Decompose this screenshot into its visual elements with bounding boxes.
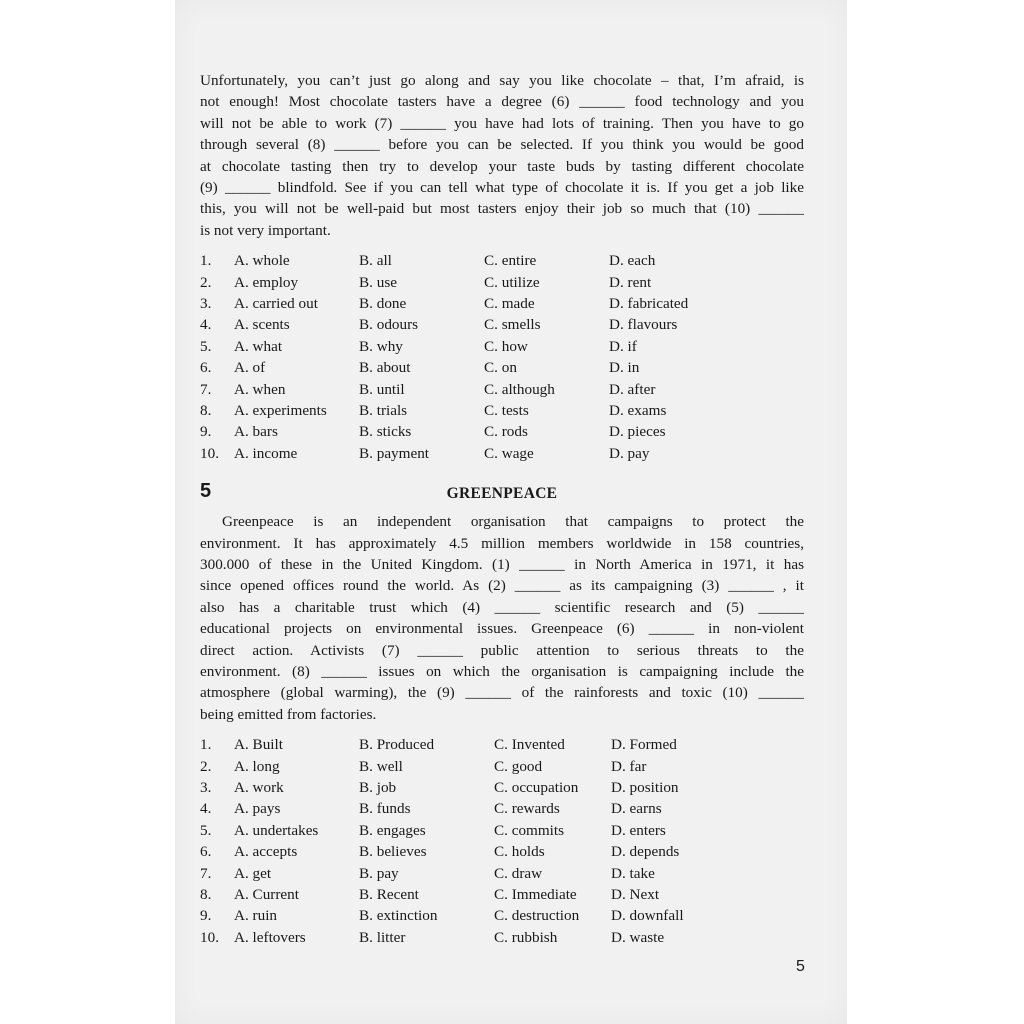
question-number: 7. (200, 380, 212, 398)
option-d: D. Next (611, 885, 660, 903)
option-c: C. rewards (494, 800, 560, 818)
option-row (200, 250, 804, 271)
question-number: 3. (200, 779, 212, 796)
option-a: A. Current (234, 885, 299, 903)
option-b: B. extinction (359, 907, 438, 925)
option-d: D. take (611, 864, 655, 882)
option-a: A. experiments (234, 401, 327, 419)
option-a: A. bars (234, 423, 278, 441)
option-a: A. employ (234, 273, 299, 291)
passage-line: atmosphere (global warming), the (9) ______ of the rainforests and toxic (10) ______ (200, 684, 804, 702)
option-c: C. occupation (494, 779, 579, 796)
option-d: D. after (609, 380, 656, 398)
option-c: C. wage (484, 444, 534, 462)
option-row (200, 756, 804, 777)
option-c: C. Invented (494, 736, 565, 754)
question-number: 2. (200, 273, 212, 291)
passage-line: 300.000 of these in the United Kingdom. (1) ______ in North America in 1971, it has (200, 555, 804, 573)
option-b: B. done (359, 295, 407, 313)
option-c: C. draw (494, 864, 543, 882)
option-d: D. Formed (611, 736, 677, 754)
question-number: 9. (200, 907, 212, 925)
option-row (200, 400, 804, 421)
chocolate-passage (200, 70, 804, 241)
option-b: B. why (359, 337, 403, 355)
option-b: B. until (359, 380, 405, 398)
passage-line: environment. (8) ______ issues on which the organisation is campaigning include the (200, 663, 804, 680)
option-b: B. funds (359, 800, 411, 818)
option-row (200, 443, 804, 464)
option-b: B. payment (359, 444, 430, 462)
option-d: D. earns (611, 800, 662, 818)
question-number: 5. (200, 337, 212, 355)
option-a: A. ruin (234, 907, 278, 925)
option-d: D. pieces (609, 423, 666, 441)
greenpeace-options (200, 734, 804, 948)
option-d: D. position (611, 779, 679, 796)
passage-line: (9) ______ blindfold. See if you can tell what type of chocolate it is. If you get a job like (200, 179, 804, 197)
option-row (200, 798, 804, 819)
option-b: B. Produced (359, 736, 435, 754)
option-c: C. entire (484, 252, 537, 270)
option-a: A. long (234, 757, 280, 775)
option-d: D. if (609, 337, 637, 355)
question-number: 6. (200, 843, 212, 861)
question-number: 4. (200, 800, 212, 818)
option-a: A. work (234, 779, 284, 796)
option-b: B. well (359, 757, 403, 775)
option-row (200, 357, 804, 378)
option-d: D. in (609, 359, 640, 377)
question-number: 2. (200, 757, 212, 775)
question-number: 10. (200, 928, 219, 946)
option-c: C. on (484, 359, 517, 377)
option-c: C. good (494, 757, 543, 775)
option-a: A. whole (234, 252, 290, 270)
question-number: 4. (200, 316, 212, 334)
passage-line-text: Greenpeace is an independent organisation that campaigns to protect the (222, 513, 804, 531)
option-d: D. each (609, 252, 656, 270)
passage-line: this, you will not be well-paid but most tasters enjoy their job so much that (10) ______ (200, 200, 804, 218)
chocolate-options (200, 250, 804, 464)
question-number: 8. (200, 885, 212, 903)
option-b: B. odours (359, 316, 419, 334)
passage-line: is not very important. (200, 221, 331, 239)
option-row (200, 927, 804, 948)
option-b: B. trials (359, 401, 408, 419)
greenpeace-passage (200, 511, 804, 725)
option-a: A. when (234, 380, 286, 398)
option-row (200, 314, 804, 335)
option-d: D. fabricated (609, 295, 689, 313)
option-row (200, 841, 804, 862)
option-c: C. rods (484, 423, 528, 441)
passage-line: also has a charitable trust which (4) ______ scientific research and (5) ______ (200, 598, 804, 616)
passage-line: at chocolate tasting then try to develop your taste buds by tasting different chocolate (200, 157, 804, 175)
option-a: A. pays (234, 800, 281, 818)
option-a: A. scents (234, 316, 290, 334)
option-a: A. leftovers (234, 928, 306, 946)
option-row (200, 336, 804, 357)
option-b: B. all (359, 252, 392, 270)
page-number: 5 (796, 958, 805, 975)
option-row (200, 820, 804, 841)
option-row (200, 734, 804, 755)
option-a: A. Built (234, 736, 283, 754)
option-a: A. income (234, 444, 298, 462)
passage-line: Unfortunately, you can’t just go along and say you like chocolate – that, I’m afraid, is (200, 72, 804, 89)
option-c: C. commits (494, 821, 565, 839)
option-c: C. although (484, 380, 555, 398)
option-b: B. litter (359, 928, 406, 946)
question-number: 8. (200, 401, 212, 419)
option-c: C. holds (494, 843, 545, 861)
question-number: 10. (200, 444, 219, 462)
passage-line: direct action. Activists (7) ______ public attention to serious threats to the (200, 641, 804, 659)
question-number: 5. (200, 821, 212, 839)
option-a: A. get (234, 864, 272, 882)
passage-line: will not be able to work (7) ______ you have had lots of training. Then you have to go (200, 114, 804, 132)
question-number: 6. (200, 359, 212, 377)
option-d: D. far (611, 757, 647, 775)
option-row (200, 379, 804, 400)
option-c: C. destruction (494, 907, 580, 925)
option-b: B. believes (359, 843, 427, 861)
passage-line (200, 511, 804, 532)
question-number: 9. (200, 423, 212, 441)
option-row (200, 884, 804, 905)
option-b: B. engages (359, 821, 426, 839)
question-number: 3. (200, 295, 212, 313)
option-row (200, 293, 804, 314)
option-row (200, 272, 804, 293)
option-b: B. sticks (359, 423, 412, 441)
option-row (200, 421, 804, 442)
option-b: B. pay (359, 864, 399, 882)
option-a: A. of (234, 359, 266, 377)
passage-line: not enough! Most chocolate tasters have a degree (6) ______ food technology and you (200, 93, 804, 111)
section-number: 5 (200, 480, 212, 503)
option-b: B. use (359, 273, 397, 291)
option-d: D. exams (609, 401, 667, 419)
option-b: B. about (359, 359, 411, 377)
option-d: D. pay (609, 444, 650, 462)
option-b: B. job (359, 779, 397, 796)
option-d: D. flavours (609, 316, 678, 334)
option-c: C. smells (484, 316, 541, 334)
question-number: 1. (200, 252, 212, 270)
option-d: D. rent (609, 273, 652, 291)
option-a: A. undertakes (234, 821, 319, 839)
option-b: B. Recent (359, 885, 419, 903)
option-a: A. what (234, 337, 283, 355)
option-c: C. rubbish (494, 928, 558, 946)
option-d: D. downfall (611, 907, 684, 925)
option-c: C. Immediate (494, 885, 577, 903)
option-c: C. made (484, 295, 535, 313)
option-row (200, 863, 804, 884)
option-c: C. utilize (484, 273, 540, 291)
question-number: 1. (200, 736, 212, 754)
passage-line: environment. It has approximately 4.5 million members worldwide in 158 countries, (200, 534, 804, 552)
section-title: GREENPEACE (446, 485, 558, 503)
passage-line: through several (8) ______ before you can be selected. If you think you would be good (200, 136, 804, 154)
option-a: A. carried out (234, 295, 318, 313)
passage-line: being emitted from factories. (200, 705, 377, 723)
question-number: 7. (200, 864, 212, 882)
option-d: D. waste (611, 928, 665, 946)
option-c: C. tests (484, 401, 529, 419)
option-d: D. depends (611, 843, 680, 861)
passage-line: educational projects on environmental issues. Greenpeace (6) ______ in non-violent (200, 620, 804, 638)
option-row (200, 777, 804, 798)
option-d: D. enters (611, 821, 666, 839)
option-a: A. accepts (234, 843, 298, 861)
option-c: C. how (484, 337, 528, 355)
passage-line: since opened offices round the world. As (2) ______ as its campaigning (3) ______ , it (200, 577, 804, 595)
page-content (200, 70, 804, 948)
section-heading (200, 481, 804, 511)
option-row (200, 905, 804, 926)
